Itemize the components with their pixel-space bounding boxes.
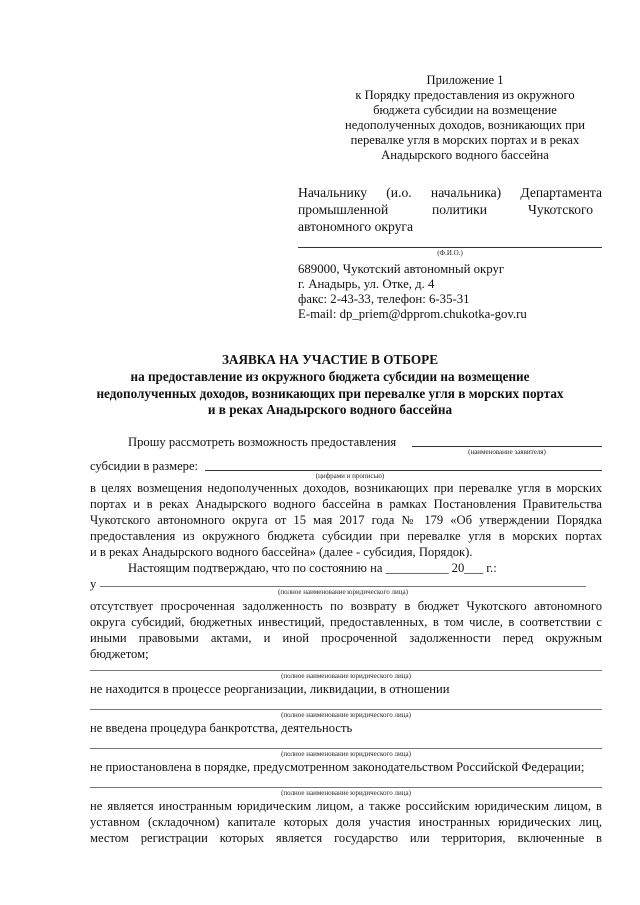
purpose-line: и в реках Анадырского водного бассейна» (далее - субсидия, Порядок). (90, 545, 473, 559)
appendix-line: Анадырского водного бассейна (381, 148, 549, 162)
title-line: на предоставление из окружного бюджета субсидии на возмещение (130, 369, 530, 384)
amount-input-line[interactable] (205, 470, 602, 471)
entity-caption: (полное наименование юридического лица) (281, 750, 411, 758)
contact-email: E-mail: dp_priem@dpprom.chukotka-gov.ru (298, 307, 527, 321)
fio-caption: (Ф.И.О.) (437, 249, 463, 257)
u-letter: у (90, 577, 97, 591)
appendix-line: недополученных доходов, возникающих при (345, 118, 585, 132)
debt-line: округа субсидий, бюджетных инвестиций, предоставленных, в том числе, в соответствии с (90, 615, 602, 629)
foreign-line: уставном (складочном) капитале которых доля участия иностранных юридических лиц, (90, 815, 602, 829)
purpose-line: портах и в реках Анадырского водного бассейна в рамках Постановления Правительства (90, 497, 602, 511)
addressee-word-2: политики (432, 202, 488, 217)
amount-caption: (цифрами и прописью) (315, 472, 385, 480)
appendix-line: бюджета субсидии на возмещение (373, 103, 557, 117)
appendix-line: перевалке угля в морских портах и в реках (350, 133, 580, 147)
entity-caption: (полное наименование юридического лица) (281, 672, 411, 680)
fio-line (298, 247, 602, 248)
suspended-text: не приостановлена в порядке, предусмотренном законодательством Российской Федерации; (90, 760, 585, 774)
debt-line: отсутствует просроченная задолженность по возврату в бюджет Чукотского автономного (90, 599, 602, 613)
appendix-line: к Порядку предоставления из окружного (355, 88, 575, 102)
contact-line: факс: 2-43-33, телефон: 6-35-31 (298, 292, 470, 306)
title-line: недополученных доходов, возникающих при перевалке угля в морских портах (96, 386, 564, 401)
entity-caption: (полное наименование юридического лица) (278, 588, 408, 596)
title-line: ЗАЯВКА НА УЧАСТИЕ В ОТБОРЕ (221, 352, 439, 367)
reorg-text: не находится в процессе реорганизации, ликвидации, в отношении (90, 682, 450, 696)
purpose-line: предоставления из окружного бюджета субсидии при перевалке угля в морских портах (90, 529, 602, 543)
entity-line[interactable] (90, 709, 602, 710)
purpose-line: в целях возмещения недополученных доходов, возникающих при перевалке угля в морских (90, 481, 602, 495)
contact-line: г. Анадырь, ул. Отке, д. 4 (298, 277, 435, 291)
foreign-line: не является иностранным юридическим лицом, а также российским юридическим лицом, в (90, 799, 602, 813)
addressee-line-1: Начальнику (и.о. начальника) Департамента (298, 185, 602, 200)
title-line: и в реках Анадырского водного бассейна (207, 402, 453, 417)
addressee-line-3: автономного округа (298, 219, 414, 234)
entity-line[interactable] (90, 670, 602, 671)
foreign-line: местом регистрации которых является государство или территория, включенные в (90, 831, 602, 845)
contact-line: 689000, Чукотский автономный округ (298, 262, 505, 276)
applicant-input-line[interactable] (412, 446, 602, 447)
request-text: Прошу рассмотреть возможность предоставления (128, 435, 397, 449)
appendix-line: Приложение 1 (426, 73, 504, 87)
amount-text: субсидии в размере: (90, 459, 199, 473)
confirm-text: Настоящим подтверждаю, что по состоянию на __________ 20___ г.: (128, 561, 497, 575)
debt-line: бюджетом; (90, 647, 149, 661)
addressee-word-1: промышленной (298, 202, 389, 217)
purpose-line: Чукотского автономного округа от 15 мая 2017 года № 179 «Об утверждении Порядка (90, 513, 602, 527)
entity-line[interactable] (90, 748, 602, 749)
entity-line[interactable] (100, 586, 586, 587)
bankruptcy-text: не введена процедура банкротства, деятельность (90, 721, 353, 735)
entity-caption: (полное наименование юридического лица) (281, 789, 411, 797)
entity-caption: (полное наименование юридического лица) (281, 711, 411, 719)
addressee-word-3: Чукотского (528, 202, 594, 217)
entity-line[interactable] (90, 787, 602, 788)
debt-line: иными правовыми актами, и иной просроченной задолженности перед окружным (90, 631, 602, 645)
applicant-caption: (наименование заявителя) (468, 448, 546, 456)
